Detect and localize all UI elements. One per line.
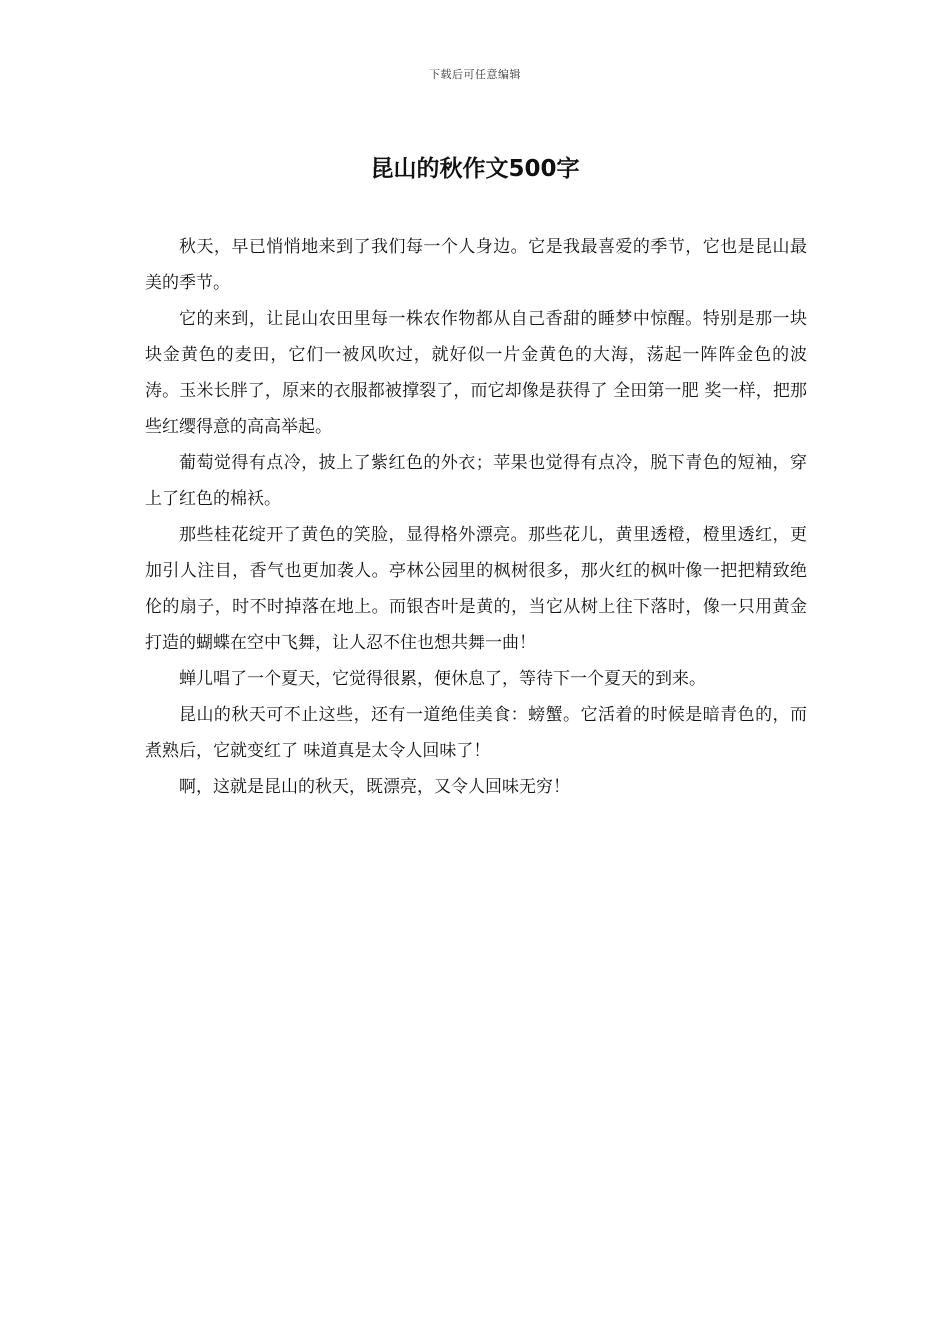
paragraph-7: 啊，这就是昆山的秋天，既漂亮，又令人回味无穷！ [179,777,570,797]
header-note: 下载后可任意编辑 [429,68,521,81]
paragraph-3: 葡萄觉得有点冷，披上了紫红色的外衣；苹果也觉得有点冷，脱下青色的短袖，穿上了红色的棉袄。 [145,453,807,509]
paragraph-4: 那些桂花绽开了黄色的笑脸，显得格外漂亮。那些花儿，黄里透橙，橙里透红，更加引人注目，香气也更加袭人。亭林公园里的枫树很多，那火红的枫叶像一把把精致绝伦的扇子，时不时掉落在地上。而银杏叶是黄的，当它从树上往下落时，像一只用黄金打造的蝴蝶在空中飞舞，让人忍不住也想共舞一曲！ [145,525,807,653]
paragraph-1: 秋天，早已悄悄地来到了我们每一个人身边。它是我最喜爱的季节，它也是昆山最美的季节。 [145,237,807,293]
paragraph-5: 蝉儿唱了一个夏天，它觉得很累，便休息了，等待下一个夏天的到来。 [179,669,706,689]
document-body [145,229,807,805]
document-title: 昆山的秋作文500字 [370,156,580,182]
paragraph-6: 昆山的秋天可不止这些，还有一道绝佳美食：螃蟹。它活着的时候是暗青色的，而煮熟后，它就变红了 味道真是太令人回味了！ [145,705,807,761]
paragraph-2: 它的来到，让昆山农田里每一株农作物都从自己香甜的睡梦中惊醒。特别是那一块块金黄色的麦田，它们一被风吹过，就好似一片金黄色的大海，荡起一阵阵金色的波涛。玉米长胖了，原来的衣服都被撑裂了，而它却像是获得了 全田第一肥 奖一样，把那些红缨得意的高高举起。 [145,309,807,437]
